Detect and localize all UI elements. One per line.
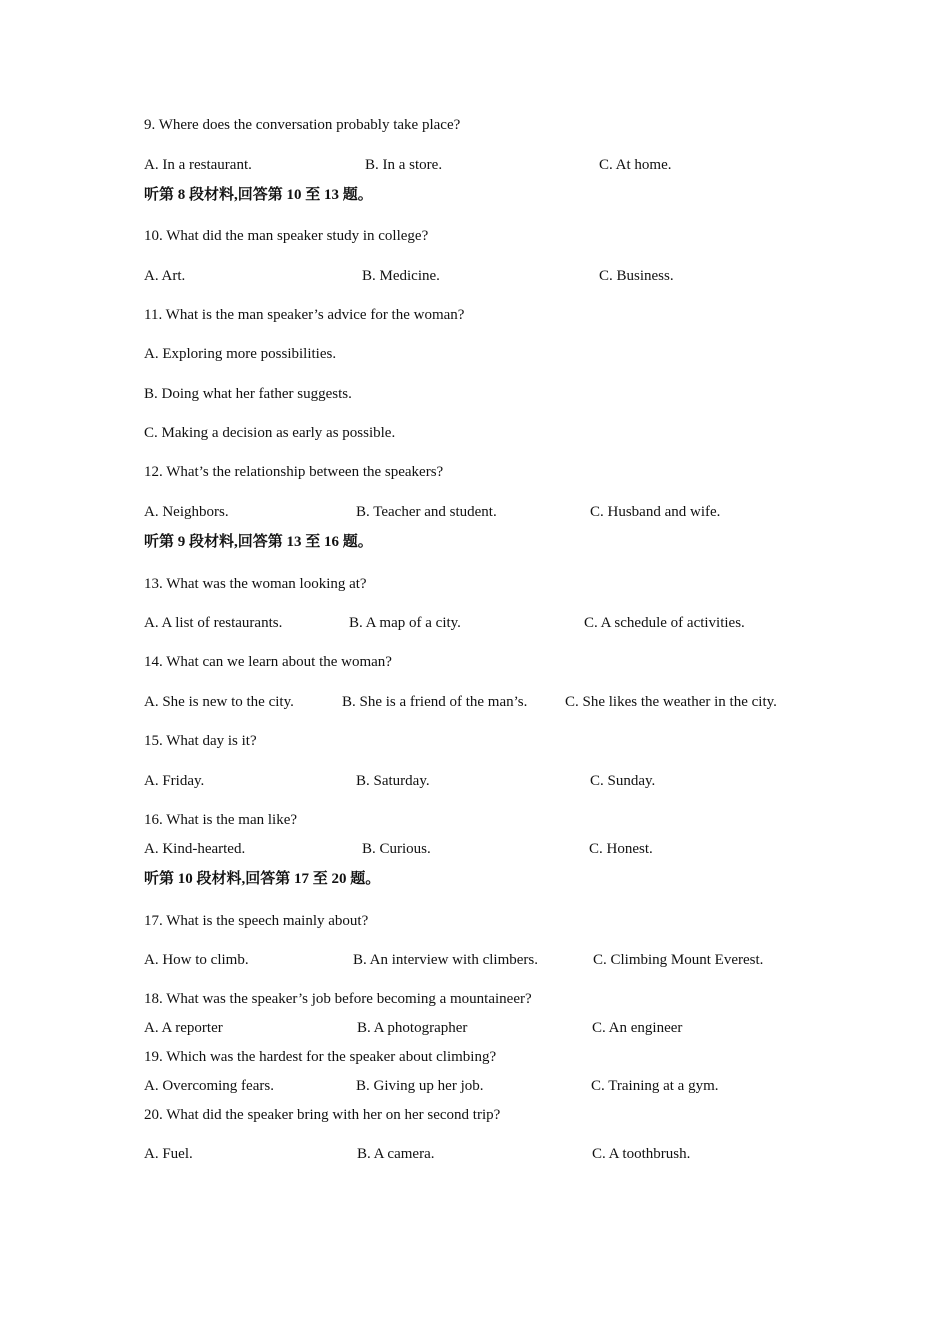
q12-option-b: B. Teacher and student.: [356, 504, 497, 520]
q16-option-c: C. Honest.: [589, 841, 653, 857]
section-heading-8: 听第 8 段材料,回答第 10 至 13 题。: [144, 187, 373, 203]
q15-option-c: C. Sunday.: [590, 773, 656, 789]
question-19: 19. Which was the hardest for the speaker about climbing?: [144, 1049, 497, 1065]
q19-option-c: C. Training at a gym.: [591, 1078, 719, 1094]
q9-option-a: A. In a restaurant.: [144, 157, 252, 173]
section-heading-9: 听第 9 段材料,回答第 13 至 16 题。: [144, 534, 373, 550]
q9-option-b: B. In a store.: [365, 157, 443, 173]
q10-option-b: B. Medicine.: [362, 268, 440, 284]
q19-option-a: A. Overcoming fears.: [144, 1078, 274, 1094]
q20-option-b: B. A camera.: [357, 1146, 435, 1162]
q11-option-b: B. Doing what her father suggests.: [144, 386, 352, 402]
q14-option-c: C. She likes the weather in the city.: [565, 694, 777, 710]
q14-option-a: A. She is new to the city.: [144, 694, 294, 710]
q16-option-b: B. Curious.: [362, 841, 431, 857]
q18-option-c: C. An engineer: [592, 1020, 683, 1036]
section-heading-10: 听第 10 段材料,回答第 17 至 20 题。: [144, 871, 381, 887]
q11-option-a: A. Exploring more possibilities.: [144, 346, 337, 362]
q16-option-a: A. Kind-hearted.: [144, 841, 246, 857]
question-20: 20. What did the speaker bring with her on her second trip?: [144, 1107, 501, 1123]
q17-option-b: B. An interview with climbers.: [353, 952, 538, 968]
q12-option-a: A. Neighbors.: [144, 504, 229, 520]
q15-option-b: B. Saturday.: [356, 773, 430, 789]
q13-option-c: C. A schedule of activities.: [584, 615, 745, 631]
q19-option-b: B. Giving up her job.: [356, 1078, 484, 1094]
question-15: 15. What day is it?: [144, 733, 257, 749]
q17-option-a: A. How to climb.: [144, 952, 249, 968]
question-17: 17. What is the speech mainly about?: [144, 913, 369, 929]
q13-option-b: B. A map of a city.: [349, 615, 461, 631]
question-14: 14. What can we learn about the woman?: [144, 654, 392, 670]
question-12: 12. What’s the relationship between the speakers?: [144, 464, 444, 480]
q18-option-b: B. A photographer: [357, 1020, 468, 1036]
question-9: 9. Where does the conversation probably take place?: [144, 117, 461, 133]
q10-option-c: C. Business.: [599, 268, 674, 284]
q10-option-a: A. Art.: [144, 268, 186, 284]
question-18: 18. What was the speaker’s job before becoming a mountaineer?: [144, 991, 532, 1007]
q15-option-a: A. Friday.: [144, 773, 205, 789]
question-16: 16. What is the man like?: [144, 812, 298, 828]
question-13: 13. What was the woman looking at?: [144, 576, 367, 592]
question-10: 10. What did the man speaker study in college?: [144, 228, 429, 244]
q20-option-a: A. Fuel.: [144, 1146, 193, 1162]
q12-option-c: C. Husband and wife.: [590, 504, 721, 520]
q14-option-b: B. She is a friend of the man’s.: [342, 694, 528, 710]
q18-option-a: A. A reporter: [144, 1020, 223, 1036]
q9-option-c: C. At home.: [599, 157, 672, 173]
q11-option-c: C. Making a decision as early as possible.: [144, 425, 396, 441]
q20-option-c: C. A toothbrush.: [592, 1146, 691, 1162]
question-11: 11. What is the man speaker’s advice for the woman?: [144, 307, 465, 323]
q17-option-c: C. Climbing Mount Everest.: [593, 952, 764, 968]
q13-option-a: A. A list of restaurants.: [144, 615, 283, 631]
